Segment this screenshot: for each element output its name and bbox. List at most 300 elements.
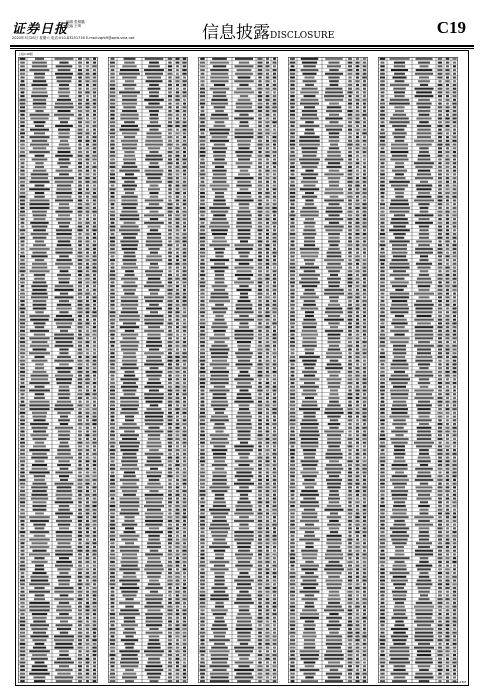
table-cell-text (363, 330, 367, 332)
table-cell-text (362, 635, 366, 637)
table-cell-text (110, 572, 114, 574)
table-cell-text (266, 457, 270, 459)
table-cell-text (290, 293, 294, 295)
table-cell-text (77, 404, 82, 406)
table-cell-text (266, 125, 270, 127)
table-cell-text (176, 337, 179, 339)
table-cell-text (145, 106, 163, 108)
table-cell-text (78, 658, 83, 660)
table-cell-text (327, 471, 341, 473)
table-cell-text (419, 114, 430, 116)
table-cell-text (20, 62, 25, 64)
table-cell-text (200, 88, 205, 90)
table-cell-text (56, 233, 71, 235)
table-cell-text (124, 620, 135, 622)
table-cell-text (57, 99, 71, 101)
table-cell-text (272, 211, 276, 213)
table-cell-text (452, 103, 456, 105)
table-cell-text (120, 129, 140, 131)
table-cell-text (290, 505, 295, 507)
table-cell-text (123, 207, 137, 209)
table-cell-text (273, 661, 276, 663)
table-cell-text (168, 304, 173, 306)
table-cell-text (55, 248, 72, 250)
table-cell-text (59, 475, 69, 477)
table-cell-text (348, 233, 352, 235)
table-cell-text (144, 397, 163, 399)
table-cell-text (363, 125, 366, 127)
table-cell-text (329, 244, 338, 246)
table-cell-text (417, 125, 431, 127)
table-cell-text (273, 270, 277, 272)
table-cell-text (291, 326, 295, 328)
table-cell-text (57, 658, 71, 660)
table-cell-text (55, 587, 74, 589)
table-cell-text (93, 553, 97, 555)
table-cell-text (272, 535, 276, 537)
table-cell-text (33, 430, 46, 432)
table-cell-text (238, 430, 251, 432)
table-cell-text (266, 270, 269, 272)
table-cell-text (326, 617, 342, 619)
table-cell-text (93, 62, 96, 64)
table-cell-text (123, 158, 136, 160)
table-cell-text (265, 214, 269, 216)
table-cell-text (394, 136, 405, 138)
table-cell-text (300, 386, 319, 388)
table-cell-text (446, 106, 450, 108)
table-cell-text (363, 542, 366, 544)
table-cell-text (290, 471, 295, 473)
table-cell-text (78, 635, 83, 637)
table-cell-text (20, 278, 25, 280)
table-cell-text (304, 240, 315, 242)
table-cell-text (363, 430, 366, 432)
table-cell-text (168, 583, 173, 585)
table-cell-text (146, 240, 162, 242)
table-cell-text (300, 211, 319, 213)
table-cell-text (111, 609, 115, 611)
table-cell-text (416, 185, 433, 187)
table-cell-text (446, 114, 449, 116)
table-cell-text (291, 285, 295, 287)
table-cell-text (363, 565, 367, 567)
table-cell-text (167, 565, 172, 567)
table-cell-text (258, 539, 262, 541)
table-cell-text (86, 591, 89, 593)
table-cell-text (32, 490, 46, 492)
table-cell-text (326, 583, 341, 585)
table-cell-text (145, 516, 162, 518)
table-cell-text (86, 289, 89, 291)
table-cell-text (110, 676, 116, 678)
table-cell-text (239, 285, 248, 287)
table-cell-text (78, 460, 81, 462)
table-cell-text (257, 367, 262, 369)
table-cell-text (29, 315, 49, 317)
table-cell-text (183, 546, 187, 548)
table-cell-text (266, 263, 270, 265)
table-cell-text (328, 177, 341, 179)
table-cell-text (86, 520, 89, 522)
table-cell-text (147, 509, 161, 511)
table-cell-text (86, 352, 89, 354)
table-cell-text (213, 427, 225, 429)
table-cell-text (176, 661, 179, 663)
table-cell-text (327, 598, 340, 600)
table-cell-text (356, 445, 359, 447)
table-cell-text (86, 639, 89, 641)
table-cell-text (438, 162, 441, 164)
table-cell-text (453, 121, 457, 123)
table-cell-text (168, 647, 173, 649)
table-cell-text (453, 106, 457, 108)
table-cell-text (168, 76, 172, 78)
table-cell-text (78, 196, 82, 198)
table-cell-text (234, 117, 254, 119)
table-cell-text (266, 281, 269, 283)
table-cell-text (20, 490, 25, 492)
table-cell-text (300, 617, 319, 619)
table-cell-text (176, 520, 180, 522)
table-cell-text (209, 486, 229, 488)
table-cell-text (347, 602, 352, 604)
table-cell-text (78, 274, 82, 276)
table-cell-text (348, 542, 352, 544)
table-cell-text (303, 453, 315, 455)
table-cell-text (363, 375, 366, 377)
table-cell-text (273, 531, 276, 533)
table-cell-text (182, 408, 186, 410)
table-cell-text (301, 460, 319, 462)
table-cell-text (93, 389, 96, 391)
table-cell-text (258, 531, 263, 533)
table-cell-text (123, 494, 136, 496)
table-cell-text (86, 546, 89, 548)
table-cell-text (290, 319, 295, 321)
table-cell-text (85, 80, 89, 82)
table-cell-text (119, 91, 140, 93)
table-cell-text (348, 680, 352, 682)
table-cell-text (110, 583, 116, 585)
table-cell-text (110, 181, 116, 183)
table-cell-text (327, 647, 341, 649)
table-cell-text (266, 166, 269, 168)
table-cell-text (56, 624, 73, 626)
table-cell-text (20, 334, 26, 336)
table-cell-text (200, 579, 205, 581)
table-cell-text (110, 460, 114, 462)
table-cell-text (20, 509, 24, 511)
table-cell-text (150, 404, 159, 406)
table-cell-text (355, 501, 359, 503)
table-cell-text (356, 442, 359, 444)
table-cell-text (110, 360, 116, 362)
table-cell-text (446, 181, 449, 183)
table-cell-text (176, 144, 180, 146)
table-cell-text (348, 226, 352, 228)
table-cell-text (146, 471, 162, 473)
table-cell-text (328, 62, 339, 64)
table-cell-text (438, 114, 442, 116)
table-cell-text (33, 244, 46, 246)
table-cell-text (445, 73, 449, 75)
table-cell-text (168, 203, 173, 205)
table-cell-text (144, 386, 163, 388)
table-cell-text (348, 401, 351, 403)
table-cell-text (416, 117, 431, 119)
table-cell-text (362, 531, 366, 533)
table-cell-text (214, 278, 224, 280)
table-cell-text (176, 639, 179, 641)
table-cell-text (273, 676, 276, 678)
table-cell-text (438, 158, 441, 160)
table-cell-text (326, 673, 342, 675)
table-cell-text (93, 140, 96, 142)
table-cell-text (176, 550, 179, 552)
table-cell-text (418, 106, 431, 108)
table-cell-text (168, 207, 173, 209)
table-cell-text (362, 207, 366, 209)
table-cell-text (348, 352, 351, 354)
table-cell-text (389, 58, 409, 60)
table-cell-text (273, 602, 276, 604)
table-cell-text (258, 382, 261, 384)
table-cell-text (124, 188, 136, 190)
table-cell-text (329, 185, 339, 187)
table-cell-text (291, 445, 295, 447)
table-cell-text (56, 322, 73, 324)
table-cell-text (258, 524, 263, 526)
table-cell-text (149, 479, 160, 481)
table-cell-text (93, 367, 97, 369)
table-cell-text (111, 207, 115, 209)
table-cell-text (363, 550, 366, 552)
table-cell-text (200, 311, 205, 313)
table-cell-text (363, 252, 366, 254)
table-cell-text (363, 661, 366, 663)
table-cell-text (266, 557, 270, 559)
table-cell-text (124, 520, 134, 522)
table-cell-text (86, 501, 89, 503)
table-cell-text (363, 334, 366, 336)
table-cell-text (121, 285, 137, 287)
table-cell-text (380, 91, 384, 93)
table-cell-text (302, 166, 318, 168)
table-cell-text (55, 181, 74, 183)
table-cell-text (122, 177, 138, 179)
table-cell-text (200, 475, 205, 477)
table-cell-text (78, 285, 82, 287)
table-cell-text (93, 266, 97, 268)
table-cell-text (78, 88, 81, 90)
table-cell-text (356, 460, 359, 462)
table-cell-text (238, 252, 249, 254)
table-cell-text (77, 229, 82, 231)
table-cell-text (258, 505, 262, 507)
table-cell-text (305, 397, 314, 399)
table-cell-text (290, 185, 295, 187)
table-cell-text (56, 378, 72, 380)
table-cell-text (325, 58, 343, 60)
table-cell-text (20, 408, 25, 410)
table-cell-text (329, 285, 340, 287)
table-cell-text (110, 76, 115, 78)
table-cell-text (183, 658, 186, 660)
table-cell-text (176, 419, 179, 421)
table-cell-text (363, 479, 366, 481)
table-cell-text (266, 229, 269, 231)
table-cell-text (78, 185, 82, 187)
table-cell-text (56, 315, 72, 317)
table-cell-text (355, 639, 359, 641)
table-cell-text (144, 505, 164, 507)
table-cell-text (290, 624, 296, 626)
table-cell-text (239, 572, 248, 574)
table-cell-text (201, 531, 205, 533)
table-cell-text (453, 110, 457, 112)
table-cell-text (145, 144, 163, 146)
table-cell-text (20, 643, 26, 645)
table-cell-text (110, 524, 116, 526)
table-cell-text (356, 665, 359, 667)
table-cell-text (324, 192, 343, 194)
table-cell-text (258, 281, 263, 283)
table-cell-text (266, 553, 270, 555)
table-cell-text (237, 680, 251, 682)
table-cell-text (20, 311, 24, 313)
table-column-4 (288, 57, 368, 683)
table-cell-text (78, 661, 82, 663)
table-cell-text (183, 375, 186, 377)
table-cell-text (86, 337, 89, 339)
table-cell-text (78, 579, 81, 581)
table-cell-text (356, 643, 360, 645)
table-cell-text (86, 673, 90, 675)
table-cell-text (110, 162, 116, 164)
table-cell-text (356, 416, 359, 418)
table-cell-text (93, 460, 97, 462)
table-cell-text (111, 222, 115, 224)
table-cell-text (290, 278, 295, 280)
table-cell-text (363, 270, 367, 272)
table-cell-text (176, 330, 179, 332)
table-cell-text (183, 620, 186, 622)
table-cell-text (363, 457, 366, 459)
table-cell-text (301, 88, 317, 90)
table-cell-text (362, 203, 366, 205)
table-cell-text (183, 483, 187, 485)
table-cell-text (92, 442, 96, 444)
table-cell-text (325, 158, 344, 160)
table-cell-text (356, 371, 360, 373)
table-cell-text (356, 248, 360, 250)
table-cell-text (121, 654, 137, 656)
table-cell-text (273, 579, 277, 581)
table-cell-text (93, 345, 96, 347)
table-cell-text (330, 144, 338, 146)
table-cell-text (93, 673, 96, 675)
table-cell-text (32, 464, 47, 466)
table-cell-text (59, 95, 70, 97)
table-cell-text (258, 553, 262, 555)
table-cell-text (200, 233, 206, 235)
table-cell-text (78, 326, 83, 328)
table-cell-text (234, 401, 253, 403)
table-cell-text (110, 673, 115, 675)
table-cell-text (168, 270, 171, 272)
table-cell-text (363, 453, 366, 455)
table-cell-text (356, 579, 359, 581)
table-cell-text (111, 345, 115, 347)
table-cell-text (58, 266, 71, 268)
table-cell-text (35, 192, 44, 194)
table-cell-text (86, 486, 89, 488)
table-cell-text (93, 117, 96, 119)
table-cell-text (86, 199, 89, 201)
table-cell-text (77, 393, 82, 395)
table-cell-text (356, 572, 359, 574)
table-cell-text (290, 125, 294, 127)
table-cell-text (183, 471, 187, 473)
table-cell-text (326, 110, 342, 112)
table-cell-text (32, 266, 48, 268)
table-cell-text (145, 524, 162, 526)
table-cell-text (324, 293, 344, 295)
table-cell-text (175, 121, 179, 123)
table-cell-text (78, 606, 82, 608)
table-cell-text (86, 226, 89, 228)
table-cell-text (175, 438, 179, 440)
table-cell-text (211, 531, 228, 533)
table-cell-text (200, 240, 206, 242)
table-cell-text (212, 285, 228, 287)
table-cell-text (348, 106, 352, 108)
table-cell-text (200, 99, 205, 101)
table-cell-text (60, 468, 69, 470)
table-cell-text (175, 218, 179, 220)
table-cell-text (258, 561, 263, 563)
table-cell-text (54, 106, 73, 108)
table-cell-text (56, 531, 73, 533)
table-cell-text (239, 609, 249, 611)
table-cell-text (347, 196, 352, 198)
table-cell-text (266, 289, 269, 291)
table-cell-text (362, 382, 366, 384)
table-cell-text (356, 624, 360, 626)
table-cell-text (183, 650, 186, 652)
table-cell-text (121, 211, 137, 213)
table-cell-text (266, 158, 269, 160)
table-cell-text (273, 404, 277, 406)
table-cell-text (200, 606, 206, 608)
table-cell-text (238, 166, 251, 168)
table-cell-text (234, 531, 253, 533)
table-cell-text (20, 423, 25, 425)
table-cell-text (182, 539, 186, 541)
table-cell-text (119, 613, 140, 615)
table-cell-text (258, 233, 262, 235)
table-cell-text (348, 643, 351, 645)
table-cell-text (183, 222, 186, 224)
table-cell-text (414, 88, 433, 90)
table-cell-text (356, 110, 360, 112)
table-cell-text (200, 542, 204, 544)
table-cell-text (305, 121, 314, 123)
table-cell-text (123, 382, 136, 384)
table-cell-text (183, 401, 186, 403)
table-cell-text (93, 457, 97, 459)
